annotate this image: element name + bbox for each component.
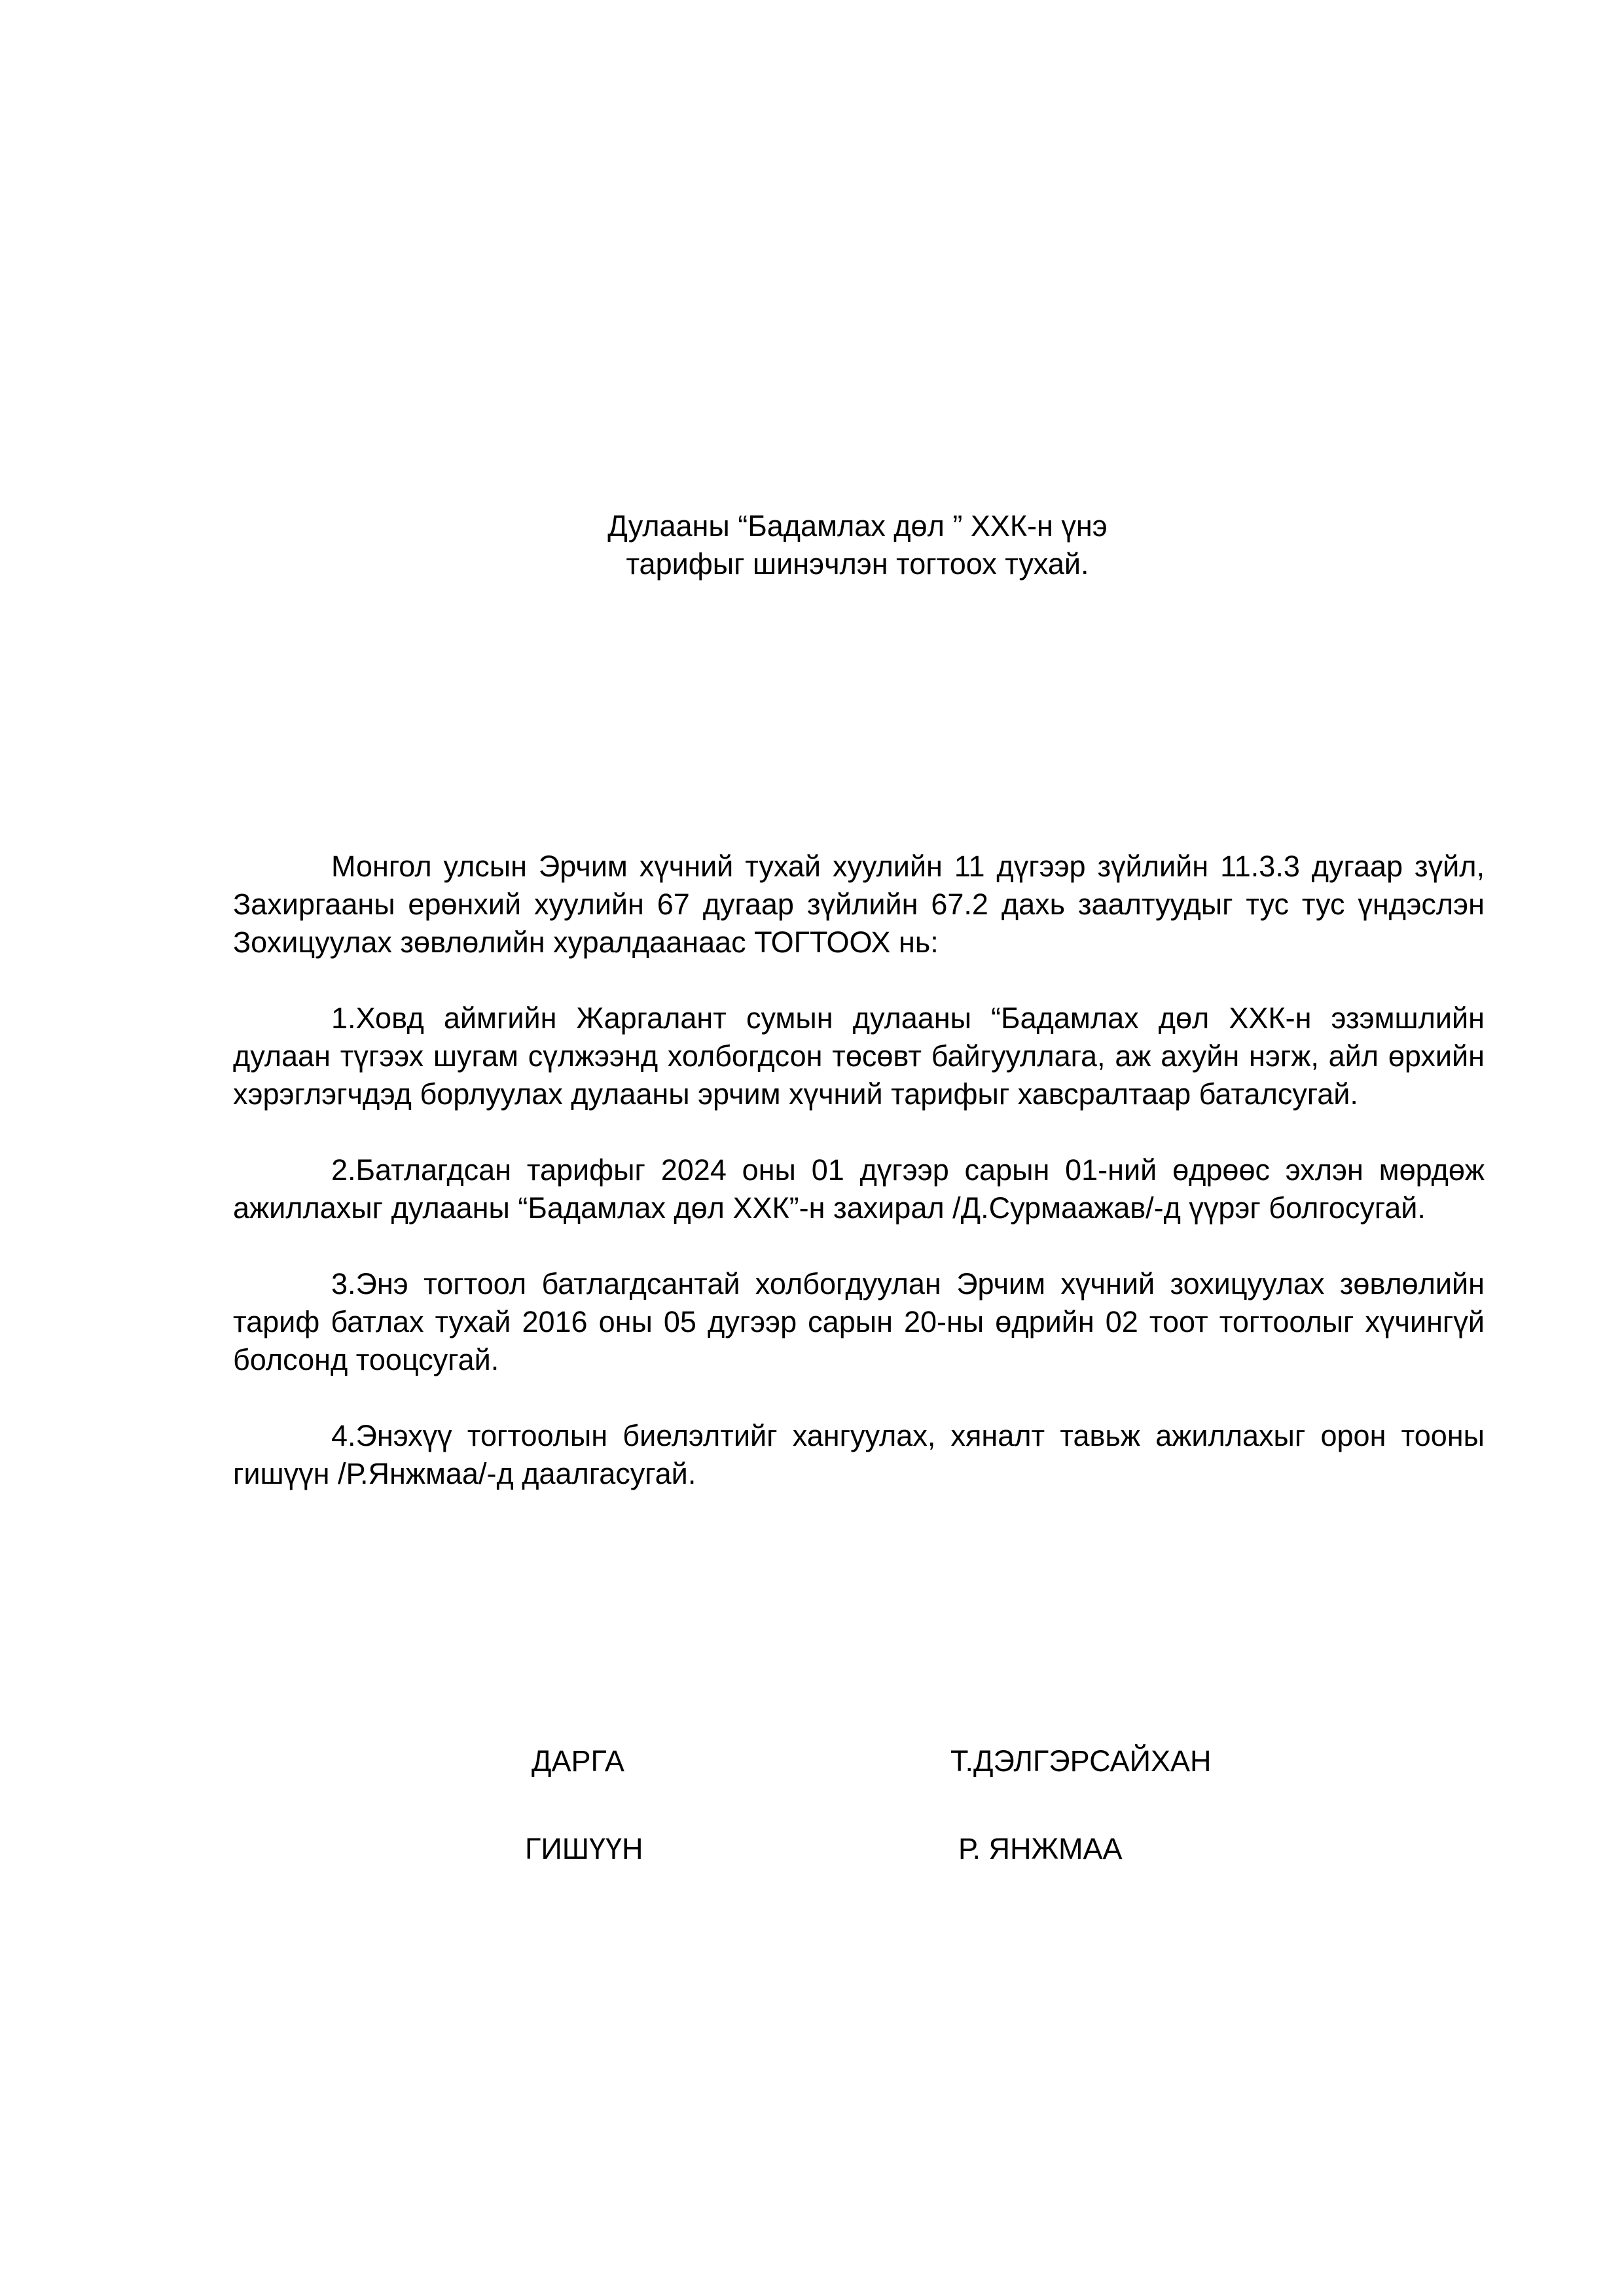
signatory-name-member: Р. ЯНЖМАА [958, 1832, 1123, 1865]
preamble-paragraph: Монгол улсын Эрчим хүчний тухай хуулийн 11 дүгээр зүйлийн 11.3.3 дугаар зүйл, Захиргааны ерөнхий хуулийн 67 дугаар зүйлийн 67.2 дахь заалтуудыг тус тус үндэслэн Зохицуулах зөвлөлийн хуралдаанаас ТОГТООХ нь: [233, 850, 1485, 959]
signatory-role-chair: ДАРГА [532, 1744, 624, 1778]
clause-1-paragraph: 1.Ховд аймгийн Жаргалант сумын дулааны “Бадамлах дөл ХХК-н эзэмшлийн дулаан түгээх шугам сүлжээнд холбогдсон төсөвт байгууллага, аж ахуйн нэгж, айл өрхийн хэрэглэгчдэд борлуулах дулааны эрчим хүчний тарифыг хавсралтаар баталсугай. [233, 1001, 1485, 1111]
clause-3-paragraph: 3.Энэ тогтоол батлагдсантай холбогдуулан Эрчим хүчний зохицуулах зөвлөлийн тариф батлах тухай 2016 оны 05 дугээр сарын 20-ны өдрийн 02 тоот тогтоолыг хүчингүй болсонд тооцсугай. [233, 1267, 1485, 1376]
document-body [233, 848, 1485, 1531]
signatory-name-chair: Т.ДЭЛГЭРСАЙХАН [950, 1744, 1212, 1778]
signatory-role-member: ГИШҮҮН [525, 1832, 643, 1865]
clause-4-paragraph: 4.Энэхүү тогтоолын биелэлтийг хангуулах, хяналт тавьж ажиллахыг орон тооны гишүүн /Р.Янжмаа/-д даалгасугай. [233, 1419, 1485, 1490]
title-line-1: Дулааны “Бадамлах дөл ” ХХК-н үнэ [607, 509, 1108, 543]
title-line-2: тарифыг шинэчлэн тогтоох тухай. [626, 547, 1089, 581]
document-title [0, 507, 1624, 583]
clause-2-paragraph: 2.Батлагдсан тарифыг 2024 оны 01 дүгээр сарын 01-ний өдрөөс эхлэн мөрдөж ажиллахыг дулааны “Бадамлах дөл ХХК”-н захирал /Д.Сурмаажав/-д үүрэг болгосугай. [233, 1153, 1485, 1225]
